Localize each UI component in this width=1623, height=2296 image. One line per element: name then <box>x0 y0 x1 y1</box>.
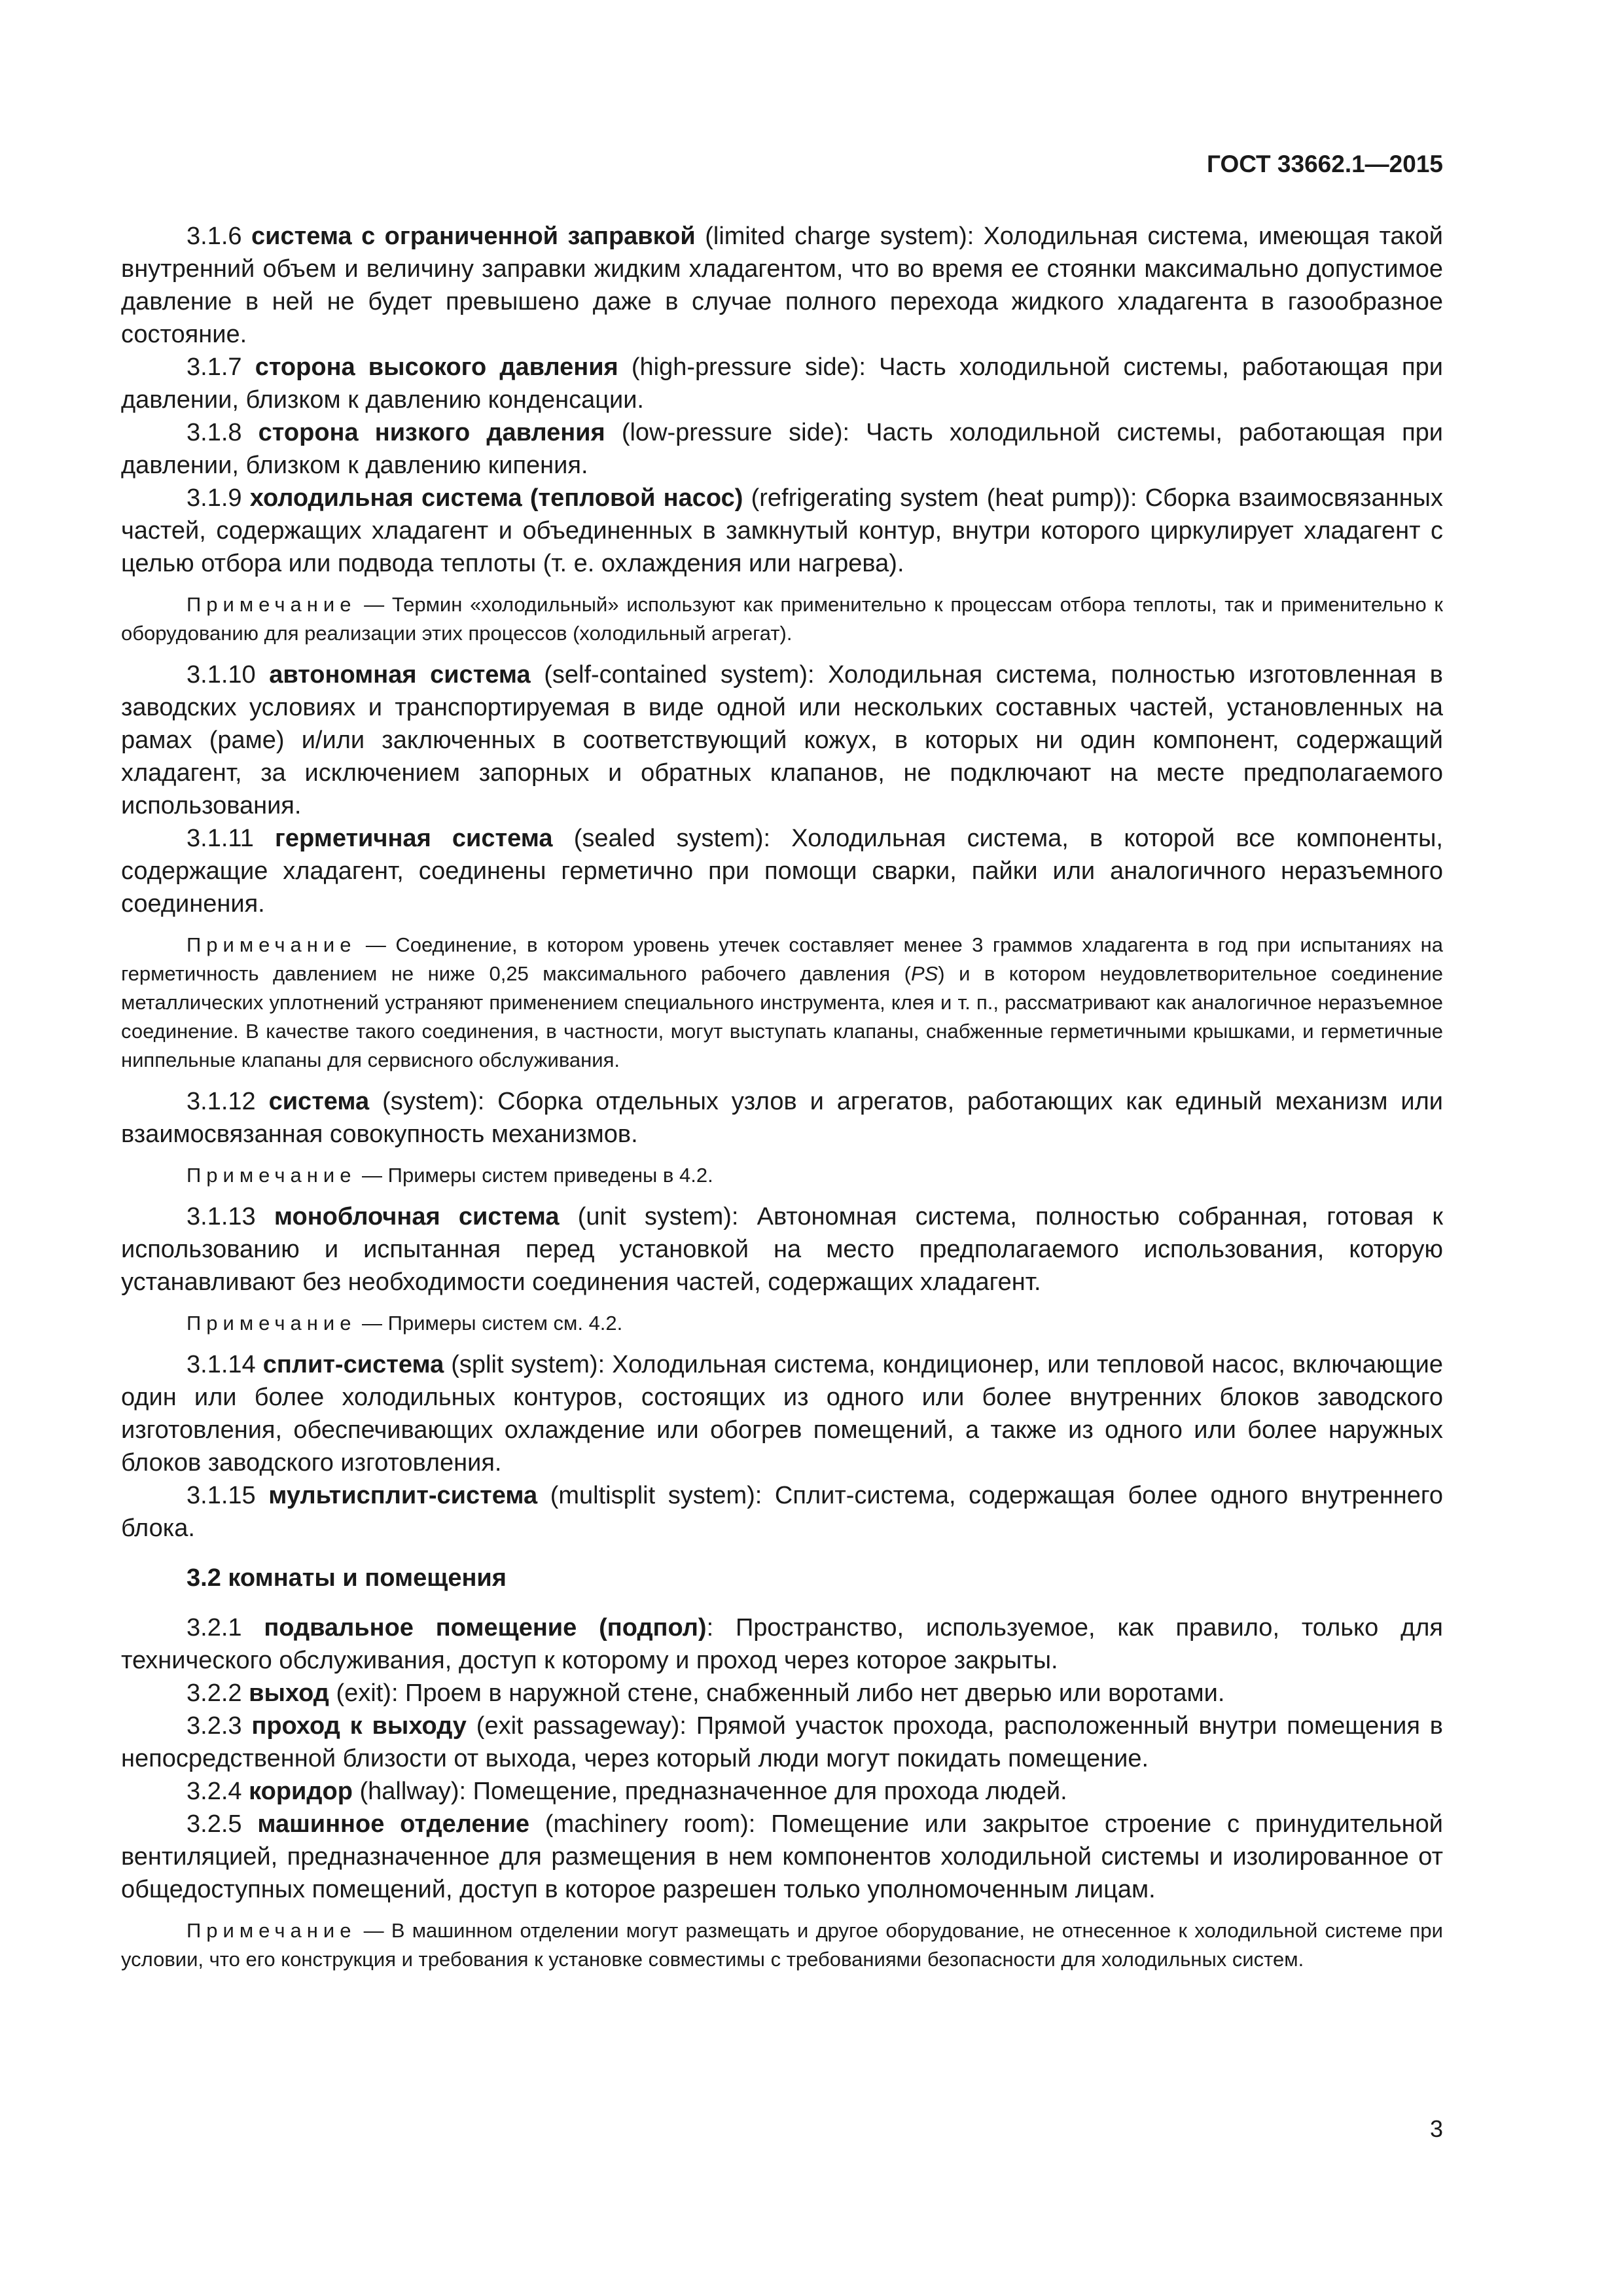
clause-3-2-4: 3.2.4 коридор (hallway): Помещение, предназначенное для прохода людей. <box>187 1778 1067 1805</box>
clause-3-1-7: 3.1.7 сторона высокого давления (high-pressure side): Часть холодильной системы, работающая при давлении, близком к давлению конденсации. <box>121 353 1443 414</box>
term: коридор <box>249 1778 353 1805</box>
note-label: Примечание <box>187 1164 357 1187</box>
note-label: Примечание <box>187 593 357 616</box>
clause-3-2-5: 3.2.5 машинное отделение (machinery room): Помещение или закрытое строение с принудительной вентиляцией, предназначенное для размещения в нем компонентов холодильной системы и изолированное от общедоступных помещений, доступ в которое разрешен только уполномоченным лицам. <box>121 1810 1443 1903</box>
clause-3-1-15: 3.1.15 мультисплит-система (multisplit system): Сплит-система, содержащая более одного внутреннего блока. <box>121 1482 1443 1542</box>
term: мультисплит-система <box>268 1482 538 1509</box>
term: проход к выходу <box>251 1712 467 1740</box>
clause-3-1-8: 3.1.8 сторона низкого давления (low-pressure side): Часть холодильной системы, работающая при давлении, близком к давлению кипения. <box>121 419 1444 479</box>
term: холодильная система (тепловой насос) <box>249 484 743 512</box>
note-3-1-12: Примечание — Примеры систем приведены в 4.2. <box>187 1164 713 1187</box>
clause-3-1-12: 3.1.12 система (system): Сборка отдельных узлов и агрегатов, работающих как единый механизм или взаимосвязанная совокупность механизмов. <box>121 1088 1444 1148</box>
clause-3-2-2: 3.2.2 выход (exit): Проем в наружной стене, снабженный либо нет дверью или воротами. <box>187 1679 1225 1707</box>
term: сплит-система <box>262 1351 444 1378</box>
term: система <box>268 1088 370 1115</box>
term: сторона высокого давления <box>255 353 618 381</box>
term: моноблочная система <box>274 1203 560 1230</box>
clause-3-1-11: 3.1.11 герметичная система (sealed system): Холодильная система, в которой все компоненты, содержащие хладагент, соединены герметично при помощи сварки, пайки или аналогичного неразъемного соединения. <box>121 825 1443 918</box>
note-3-1-9: Примечание — Термин «холодильный» используют как применительно к процессам отбора теплоты, так и применительно к оборудованию для реализации этих процессов (холодильный агрегат). <box>121 593 1443 645</box>
clause-3-1-10: 3.1.10 автономная система (self-contained system): Холодильная система, полностью изготовленная в заводских условиях и транспортируемая в виде одной или нескольких составных частей, установленных на рамах (раме) и/или заключенных в соответствующий кожух, в которых ни один компонент, содержащий хладагент, за исключением запорных и обратных клапанов, не подключают на месте предполагаемого использования. <box>121 661 1443 819</box>
clause-3-1-6: 3.1.6 система с ограниченной заправкой (limited charge system): Холодильная система, имеющая такой внутренний объем и величину заправки жидким хладагентом, что во время ее стоянки максимально допустимое давление в ней не будет превышено даже в случае полного перехода жидкого хладагента в газообразное состояние. <box>121 223 1444 348</box>
term: машинное отделение <box>257 1810 529 1838</box>
section-heading-3-2: 3.2 комнаты и помещения <box>187 1564 507 1592</box>
note-3-2-5: Примечание — В машинном отделении могут размещать и другое оборудование, не отнесенное к холодильной системе при условии, что его конструкция и требования к установке совместимы с требованиями безопасности для холодильных систем. <box>121 1919 1443 1971</box>
note-label: Примечание <box>187 1919 357 1942</box>
document-header: ГОСТ 33662.1—2015 <box>1206 151 1443 177</box>
term: система с ограниченной заправкой <box>251 223 696 250</box>
clause-3-2-3: 3.2.3 проход к выходу (exit passageway): Прямой участок прохода, расположенный внутри помещения в непосредственной близости от выхода, через который люди могут покидать помещение. <box>121 1712 1443 1772</box>
term: выход <box>249 1679 329 1707</box>
term: автономная система <box>269 661 531 689</box>
term: сторона низкого давления <box>258 419 605 446</box>
clause-3-1-9: 3.1.9 холодильная система (тепловой насос) (refrigerating system (heat pump)): Сборка взаимосвязанных частей, содержащих хладагент и объединенных в замкнутый контур, внутри которого циркулирует хладагент с целью отбора или подвода теплоты (т. е. охлаждения или нагрева). <box>121 484 1443 577</box>
note-3-1-11: Примечание — Соединение, в котором уровень утечек составляет менее 3 граммов хладагента в год при испытаниях на герметичность давлением не ниже 0,25 максимального рабочего давления (PS) и в котором неудовлетворительное соединение металлических уплотнений устраняют применением специального инструмента, клея и т. п., рассматривают как аналогичное неразъемное соединение. В качестве такого соединения, в частности, могут выступать клапаны, снабженные герметичными крышками, и герметичные ниппельные клапаны для сервисного обслуживания. <box>121 933 1443 1071</box>
term: герметичная система <box>275 825 553 852</box>
page-number: 3 <box>1429 2115 1443 2142</box>
term: подвальное помещение (подпол) <box>264 1614 707 1641</box>
clause-3-1-14: 3.1.14 сплит-система (split system): Холодильная система, кондиционер, или тепловой насос, включающие один или более холодильных контуров, состоящих из одного или более внутренних блоков заводского изготовления, обеспечивающих охлаждение или обогрев помещений, а также из одного или более наружных блоков заводского изготовления. <box>121 1351 1443 1477</box>
clause-3-2-1: 3.2.1 подвальное помещение (подпол): Пространство, используемое, как правило, только для технического обслуживания, доступ к которому и проход через которое закрыты. <box>121 1614 1443 1674</box>
note-label: Примечание <box>187 933 357 956</box>
clause-3-1-13: 3.1.13 моноблочная система (unit system): Автономная система, полностью собранная, готовая к использованию и испытанная перед установкой на место предполагаемого использования, которую устанавливают без необходимости соединения частей, содержащих хладагент. <box>121 1203 1443 1296</box>
note-label: Примечание <box>187 1312 357 1335</box>
note-3-1-13: Примечание — Примеры систем см. 4.2. <box>187 1312 623 1335</box>
